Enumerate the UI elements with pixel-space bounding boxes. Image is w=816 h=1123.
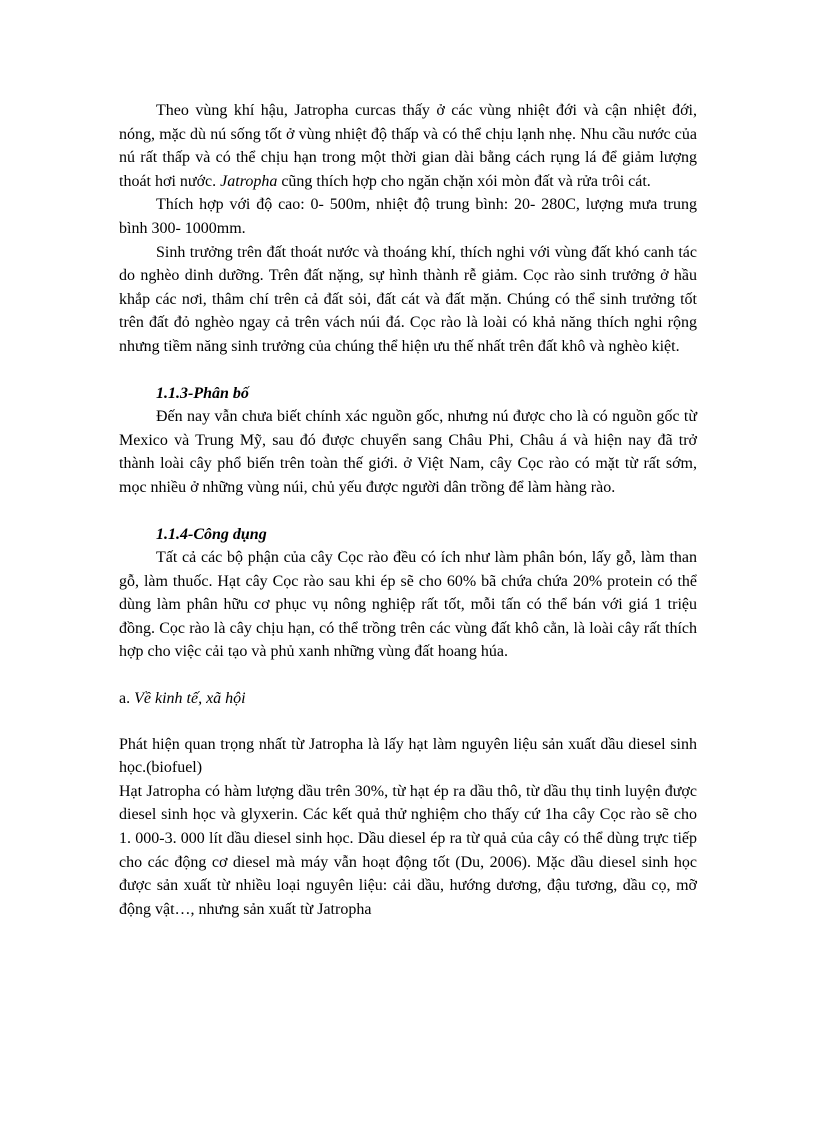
economy-label xyxy=(119,687,697,711)
climate-paragraph-3: Sinh trưởng trên đất thoát nước và thoáng khí, thích nghi với vùng đất khó canh tác do nghèo dinh dưỡng. Trên đất nặng, sự hình thành rễ giảm. Cọc rào sinh trưởng ở hầu khắp các nơi, thâm chí trên cả đất sỏi, đất cát và đất mặn. Chúng có thể sinh trưởng tốt trên đất đỏ nghèo ngay cả trên vách núi đá. Cọc rào là loài có khả năng thích nghi rộng nhưng tiềm năng sinh trưởng của chúng thể hiện ưu thế nhất trên đất khô và nghèo kiệt. xyxy=(119,243,697,355)
distribution-heading: 1.1.3-Phân bố xyxy=(156,384,249,402)
climate-text-end: cũng thích hợp cho ngăn chặn xói mòn đất và rửa trôi cát. xyxy=(277,172,651,190)
climate-paragraph-1 xyxy=(119,99,697,193)
economy-paragraph-1: Phát hiện quan trọng nhất từ Jatropha là lấy hạt làm nguyên liệu sản xuất dầu diesel sinh học.(biofuel) xyxy=(119,735,697,777)
document-page xyxy=(119,99,697,921)
economy-label-italic: Về kinh tế, xã hội xyxy=(134,690,246,708)
jatropha-italic: Jatropha xyxy=(220,172,278,190)
climate-paragraph-2: Thích hợp với độ cao: 0- 500m, nhiệt độ trung bình: 20- 280C, lượng mưa trung bình 300- 1000mm. xyxy=(119,196,697,237)
climate-text-start: Theo vùng khí hậu, Jatropha curcas thấy ở các vùng nhiệt đới và cận nhiệt đới, nóng, mặc dù nú sống tốt ở vùng nhiệt độ thấp và có thể chịu lạnh nhẹ. Nhu cầu nước của nú rất thấp và có thể chịu hạn trong một thời gian dài bằng cách rụng lá để giảm lượng thoát hơi nước. xyxy=(119,102,697,190)
economy-paragraph-2: Hạt Jatropha có hàm lượng dầu trên 30%, từ hạt ép ra dầu thô, từ dầu thụ tinh luyện được diesel sinh học và glyxerin. Các kết quả thử nghiệm cho thấy cứ 1ha cây Cọc rào sẽ cho 1. 000-3. 000 lít dầu diesel sinh học. Dầu diesel ép ra từ quả của cây có thể dùng trực tiếp cho các động cơ diesel mà máy vẫn hoạt động tốt (Du, 2006). Mặc dầu diesel sinh học được sản xuất từ nhiều loại nguyên liệu: cải dầu, hướng dương, đậu tương, dầu cọ, mỡ động vật…, nhưng sản xuất từ Jatropha xyxy=(119,782,697,918)
economy-label-prefix: a. xyxy=(119,690,135,708)
uses-paragraph: Tất cả các bộ phận của cây Cọc rào đều có ích như làm phân bón, lấy gỗ, làm than gỗ, làm thuốc. Hạt cây Cọc rào sau khi ép sẽ cho 60% bã chứa chứa 20% protein có thể dùng làm phân hữu cơ phục vụ nông nghiệp rất tốt, mỗi tấn có thể bán với giá 1 triệu đồng. Cọc rào là cây chịu hạn, có thể trồng trên các vùng đất khô cằn, là loài cây rất thích hợp cho việc cải tạo và phủ xanh những vùng đất hoang húa. xyxy=(119,549,697,661)
distribution-paragraph: Đến nay vẫn chưa biết chính xác nguồn gốc, nhưng nú được cho là có nguồn gốc từ Mexico và Trung Mỹ, sau đó được chuyển sang Châu Phi, Châu á và hiện nay đã trở thành loài cây phổ biến trên toàn thế giới. ở Việt Nam, cây Cọc rào có mặt từ rất sớm, mọc nhiều ở những vùng núi, chủ yếu được người dân trồng để làm hàng rào. xyxy=(119,408,697,496)
uses-heading: 1.1.4-Công dụng xyxy=(156,525,267,543)
